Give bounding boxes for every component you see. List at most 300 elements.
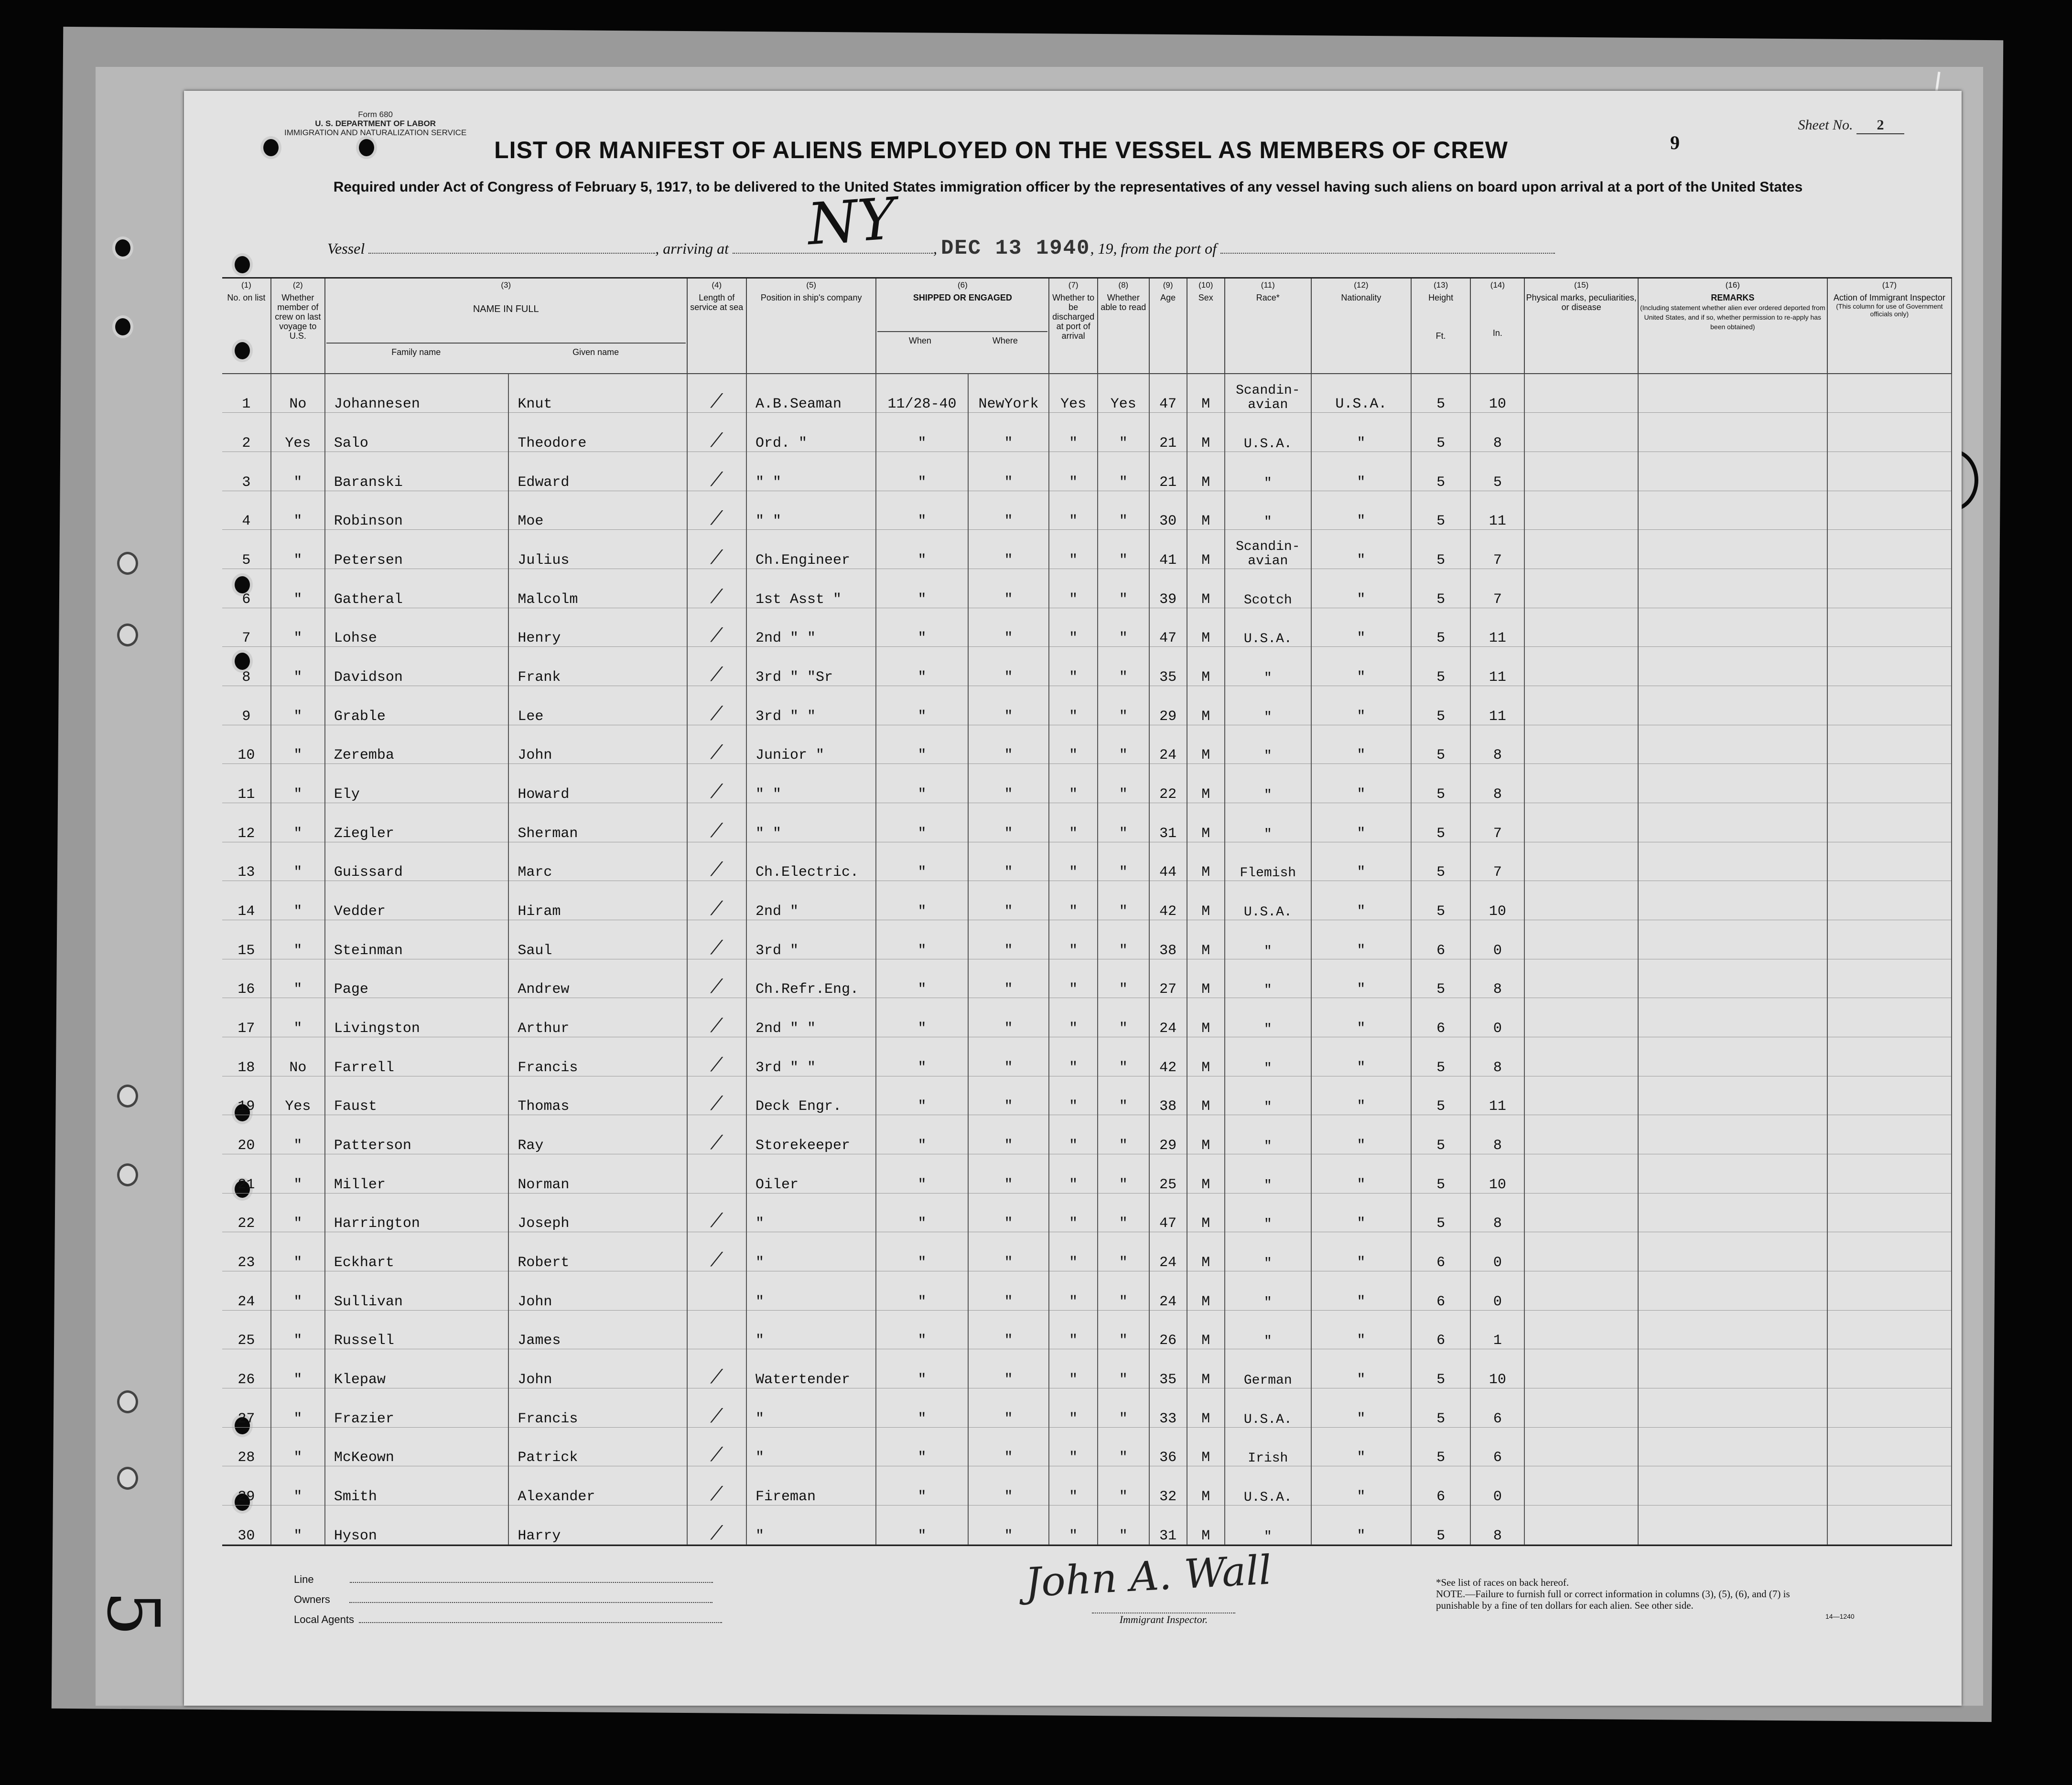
physical-marks-cell — [1524, 1310, 1638, 1349]
race-cell: " — [1225, 959, 1311, 998]
nationality-cell: " — [1311, 959, 1411, 998]
height-ft-cell: 5 — [1411, 647, 1470, 686]
shipped-when-cell: " — [876, 569, 968, 608]
service-length-tick-cell: ⁄ — [687, 491, 746, 530]
shipped-where-cell: " — [968, 413, 1049, 452]
shipped-when-cell: 11/28-40 — [876, 374, 968, 413]
able-to-read-cell: " — [1098, 608, 1149, 647]
given-name-cell: Alexander — [508, 1466, 687, 1505]
remarks-cell — [1638, 1271, 1827, 1310]
height-in-cell: 7 — [1470, 569, 1524, 608]
inspector-action-cell — [1827, 1115, 1952, 1154]
height-in-cell: 8 — [1470, 725, 1524, 764]
service-length-tick-cell: ⁄ — [687, 998, 746, 1037]
given-name-cell: Saul — [508, 920, 687, 959]
shipped-when-cell: " — [876, 1349, 968, 1388]
discharged-cell: " — [1049, 1466, 1098, 1505]
height-ft-cell: 5 — [1411, 1037, 1470, 1076]
race-cell: " — [1225, 491, 1311, 530]
height-ft-cell: 6 — [1411, 1232, 1470, 1271]
given-name-cell: Frank — [508, 647, 687, 686]
position-cell: Deck Engr. — [746, 1076, 876, 1115]
discharged-cell: " — [1049, 452, 1098, 491]
given-name-cell: Theodore — [508, 413, 687, 452]
service-length-tick-cell: ⁄ — [687, 1349, 746, 1388]
form-code: 14—1240 — [1825, 1613, 1855, 1620]
physical-marks-cell — [1524, 920, 1638, 959]
page-content — [213, 91, 1962, 1706]
able-to-read-cell: " — [1098, 1349, 1149, 1388]
margin-mark-number: 5 — [91, 1591, 174, 1636]
punch-hole — [117, 624, 138, 646]
inspector-action-cell — [1827, 842, 1952, 881]
nationality-cell: " — [1311, 1505, 1411, 1544]
physical-marks-cell — [1524, 413, 1638, 452]
discharged-cell: " — [1049, 959, 1098, 998]
height-in-cell: 0 — [1470, 1271, 1524, 1310]
age-cell: 24 — [1149, 1232, 1187, 1271]
previous-voyage-cell: " — [271, 725, 325, 764]
previous-voyage-cell: " — [271, 569, 325, 608]
discharged-cell: Yes — [1049, 374, 1098, 413]
position-cell: " — [746, 1505, 876, 1544]
race-cell: " — [1225, 1115, 1311, 1154]
age-cell: 41 — [1149, 530, 1187, 569]
given-name-cell: Norman — [508, 1154, 687, 1193]
sex-cell: M — [1187, 413, 1225, 452]
given-name-cell: Hiram — [508, 881, 687, 920]
race-cell: " — [1225, 998, 1311, 1037]
shipped-when-cell: " — [876, 491, 968, 530]
arriving-blank — [733, 241, 933, 254]
inspector-action-cell — [1827, 1427, 1952, 1466]
inspector-label: Immigrant Inspector. — [1092, 1613, 1235, 1626]
previous-voyage-cell: " — [271, 764, 325, 803]
form-identifier — [284, 110, 466, 137]
shipped-where-cell: " — [968, 608, 1049, 647]
physical-marks-cell — [1524, 1349, 1638, 1388]
height-ft-cell: 5 — [1411, 803, 1470, 842]
row-number-cell: 27 — [222, 1388, 271, 1427]
shipped-when-cell: " — [876, 1232, 968, 1271]
col-inspector-action-header: (17) Action of Immigrant Inspector (This column for use of Government officials only) — [1827, 279, 1952, 374]
nationality-cell: " — [1311, 998, 1411, 1037]
owners-blank — [349, 1602, 712, 1603]
col-height-in-header: (14) In. — [1470, 279, 1524, 374]
table-row — [222, 725, 1952, 764]
vessel-blank — [368, 241, 655, 254]
remarks-cell — [1638, 764, 1827, 803]
line-blank — [350, 1582, 713, 1583]
shipped-where-cell: " — [968, 1466, 1049, 1505]
discharged-cell: " — [1049, 1154, 1098, 1193]
service-length-tick-cell: ⁄ — [687, 1427, 746, 1466]
physical-marks-cell — [1524, 803, 1638, 842]
height-in-cell: 6 — [1470, 1427, 1524, 1466]
shipped-where-cell: " — [968, 920, 1049, 959]
position-cell: " " — [746, 764, 876, 803]
family-name-cell: Guissard — [325, 842, 509, 881]
remarks-cell — [1638, 1232, 1827, 1271]
document-title: LIST OR MANIFEST OF ALIENS EMPLOYED ON THE VESSEL AS MEMBERS OF CREW — [494, 137, 1508, 163]
previous-voyage-cell: " — [271, 1388, 325, 1427]
position-cell: Oiler — [746, 1154, 876, 1193]
row-number-cell: 22 — [222, 1193, 271, 1232]
shipped-when-cell: " — [876, 413, 968, 452]
service-length-tick-cell: ⁄ — [687, 452, 746, 491]
inspector-action-cell — [1827, 803, 1952, 842]
sex-cell: M — [1187, 920, 1225, 959]
height-ft-cell: 5 — [1411, 959, 1470, 998]
manifest-page — [184, 91, 1962, 1706]
service-length-tick-cell: ⁄ — [687, 959, 746, 998]
punch-hole — [117, 1085, 138, 1108]
able-to-read-cell: " — [1098, 569, 1149, 608]
inspector-action-cell — [1827, 764, 1952, 803]
remarks-cell — [1638, 1388, 1827, 1427]
position-cell: 3rd " — [746, 920, 876, 959]
height-ft-cell: 5 — [1411, 569, 1470, 608]
remarks-cell — [1638, 803, 1827, 842]
sex-cell: M — [1187, 725, 1225, 764]
sex-cell: M — [1187, 1466, 1225, 1505]
remarks-cell — [1638, 1076, 1827, 1115]
remarks-cell — [1638, 959, 1827, 998]
punch-hole — [112, 237, 133, 259]
port-blank — [1220, 241, 1555, 254]
position-cell: 3rd " " — [746, 686, 876, 725]
service-length-tick-cell: ⁄ — [687, 374, 746, 413]
height-ft-cell: 5 — [1411, 374, 1470, 413]
family-name-cell: Page — [325, 959, 509, 998]
service-name: IMMIGRATION AND NATURALIZATION SERVICE — [284, 128, 467, 137]
nationality-cell: " — [1311, 920, 1411, 959]
previous-voyage-cell: " — [271, 1427, 325, 1466]
physical-marks-cell — [1524, 764, 1638, 803]
shipped-where-cell: " — [968, 725, 1049, 764]
shipped-where-cell: " — [968, 1388, 1049, 1427]
service-length-tick-cell: ⁄ — [687, 647, 746, 686]
col-race-header: (11) Race* — [1225, 279, 1311, 374]
given-name-cell: Henry — [508, 608, 687, 647]
discharged-cell: " — [1049, 920, 1098, 959]
age-cell: 22 — [1149, 764, 1187, 803]
able-to-read-cell: " — [1098, 1154, 1149, 1193]
physical-marks-cell — [1524, 725, 1638, 764]
previous-voyage-cell: " — [271, 491, 325, 530]
able-to-read-cell: " — [1098, 1115, 1149, 1154]
height-in-cell: 8 — [1470, 413, 1524, 452]
sex-cell: M — [1187, 1310, 1225, 1349]
table-row — [222, 491, 1952, 530]
previous-voyage-cell: " — [271, 803, 325, 842]
discharged-cell: " — [1049, 1427, 1098, 1466]
row-number-cell: 14 — [222, 881, 271, 920]
height-in-cell: 8 — [1470, 1037, 1524, 1076]
previous-voyage-cell: " — [271, 1154, 325, 1193]
crew-table — [222, 279, 1952, 1545]
height-ft-cell: 6 — [1411, 1271, 1470, 1310]
age-cell: 31 — [1149, 1505, 1187, 1544]
shipped-when-cell: " — [876, 452, 968, 491]
nationality-cell: " — [1311, 1466, 1411, 1505]
height-in-cell: 10 — [1470, 881, 1524, 920]
service-length-tick-cell: ⁄ — [687, 686, 746, 725]
remarks-cell — [1638, 647, 1827, 686]
sex-cell: M — [1187, 1076, 1225, 1115]
shipped-where-cell: " — [968, 491, 1049, 530]
shipped-where-cell: " — [968, 647, 1049, 686]
sex-cell: M — [1187, 1505, 1225, 1544]
shipped-where-cell: " — [968, 1037, 1049, 1076]
physical-marks-cell — [1524, 1037, 1638, 1076]
nationality-cell: " — [1311, 1076, 1411, 1115]
sex-cell: M — [1187, 491, 1225, 530]
race-cell: " — [1225, 1505, 1311, 1544]
given-name-cell: Howard — [508, 764, 687, 803]
height-in-cell: 8 — [1470, 764, 1524, 803]
given-name-cell: Harry — [508, 1505, 687, 1544]
remarks-cell — [1638, 1310, 1827, 1349]
physical-marks-cell — [1524, 530, 1638, 569]
given-name-cell: Patrick — [508, 1427, 687, 1466]
inspector-action-cell — [1827, 413, 1952, 452]
shipped-when-cell: " — [876, 1505, 968, 1544]
age-cell: 35 — [1149, 1349, 1187, 1388]
department-name: U. S. DEPARTMENT OF LABOR — [315, 119, 436, 128]
inspector-action-cell — [1827, 1310, 1952, 1349]
nationality-cell: " — [1311, 803, 1411, 842]
position-cell: Ch.Engineer — [746, 530, 876, 569]
shipped-when-cell: " — [876, 998, 968, 1037]
row-number-cell: 30 — [222, 1505, 271, 1544]
service-length-tick-cell — [687, 1310, 746, 1349]
able-to-read-cell: " — [1098, 1232, 1149, 1271]
height-ft-cell: 5 — [1411, 686, 1470, 725]
able-to-read-cell: " — [1098, 413, 1149, 452]
race-cell: " — [1225, 686, 1311, 725]
previous-voyage-cell: " — [271, 1115, 325, 1154]
row-number-cell: 8 — [222, 647, 271, 686]
row-number-cell: 26 — [222, 1349, 271, 1388]
sex-cell: M — [1187, 1349, 1225, 1388]
discharged-cell: " — [1049, 530, 1098, 569]
family-name-cell: Eckhart — [325, 1232, 509, 1271]
previous-voyage-cell: " — [271, 1349, 325, 1388]
race-cell: Scandin-avian — [1225, 374, 1311, 413]
service-length-tick-cell: ⁄ — [687, 569, 746, 608]
height-ft-cell: 5 — [1411, 881, 1470, 920]
shipped-when-cell: " — [876, 1271, 968, 1310]
table-row — [222, 530, 1952, 569]
race-cell: " — [1225, 725, 1311, 764]
nationality-cell: " — [1311, 1115, 1411, 1154]
sex-cell: M — [1187, 374, 1225, 413]
height-in-cell: 8 — [1470, 959, 1524, 998]
row-number-cell: 3 — [222, 452, 271, 491]
nationality-cell: " — [1311, 1349, 1411, 1388]
punch-hole — [117, 552, 138, 575]
sex-cell: M — [1187, 1115, 1225, 1154]
age-cell: 47 — [1149, 608, 1187, 647]
remarks-cell — [1638, 998, 1827, 1037]
remarks-cell — [1638, 1037, 1827, 1076]
discharged-cell: " — [1049, 764, 1098, 803]
table-row — [222, 1466, 1952, 1505]
discharged-cell: " — [1049, 803, 1098, 842]
given-name-cell: Lee — [508, 686, 687, 725]
position-cell: 2nd " " — [746, 998, 876, 1037]
height-ft-cell: 5 — [1411, 452, 1470, 491]
family-name-cell: Ziegler — [325, 803, 509, 842]
arrival-port-handwriting: NY — [805, 185, 898, 258]
discharged-cell: " — [1049, 569, 1098, 608]
height-ft-cell: 5 — [1411, 608, 1470, 647]
table-row — [222, 1193, 1952, 1232]
shipped-when-cell: " — [876, 530, 968, 569]
able-to-read-cell: " — [1098, 803, 1149, 842]
row-number-cell: 12 — [222, 803, 271, 842]
family-name-cell: Vedder — [325, 881, 509, 920]
inspector-action-cell — [1827, 569, 1952, 608]
remarks-cell — [1638, 1505, 1827, 1544]
discharged-cell: " — [1049, 725, 1098, 764]
height-ft-cell: 5 — [1411, 413, 1470, 452]
inspector-action-cell — [1827, 491, 1952, 530]
remarks-cell — [1638, 1349, 1827, 1388]
previous-voyage-cell: " — [271, 881, 325, 920]
remarks-cell — [1638, 452, 1827, 491]
remarks-cell — [1638, 413, 1827, 452]
height-ft-cell: 5 — [1411, 491, 1470, 530]
col-height-ft-header: (13) Height Ft. — [1411, 279, 1470, 374]
sex-cell: M — [1187, 803, 1225, 842]
physical-marks-cell — [1524, 1466, 1638, 1505]
service-length-tick-cell: ⁄ — [687, 608, 746, 647]
footer-note — [1436, 1577, 1809, 1611]
shipped-when-cell: " — [876, 803, 968, 842]
shipped-when-cell: " — [876, 647, 968, 686]
height-in-cell: 8 — [1470, 1505, 1524, 1544]
able-to-read-cell: " — [1098, 452, 1149, 491]
vessel-label: Vessel — [327, 240, 365, 257]
able-to-read-cell: " — [1098, 1427, 1149, 1466]
race-cell: U.S.A. — [1225, 413, 1311, 452]
physical-marks-cell — [1524, 959, 1638, 998]
footer-fields — [294, 1570, 722, 1630]
row-number-cell: 1 — [222, 374, 271, 413]
able-to-read-cell: " — [1098, 881, 1149, 920]
shipped-when-header: When — [908, 336, 931, 345]
height-ft-cell: 5 — [1411, 1115, 1470, 1154]
height-in-cell: 0 — [1470, 998, 1524, 1037]
inspector-action-cell — [1827, 374, 1952, 413]
given-name-header: Given name — [572, 347, 619, 357]
position-cell: " — [746, 1427, 876, 1466]
previous-voyage-cell: No — [271, 1037, 325, 1076]
height-in-cell: 11 — [1470, 608, 1524, 647]
shipped-when-cell: " — [876, 1310, 968, 1349]
sex-cell: M — [1187, 608, 1225, 647]
family-name-cell: Smith — [325, 1466, 509, 1505]
able-to-read-cell: " — [1098, 1310, 1149, 1349]
family-name-cell: McKeown — [325, 1427, 509, 1466]
family-name-cell: Russell — [325, 1310, 509, 1349]
sex-cell: M — [1187, 1037, 1225, 1076]
family-name-cell: Sullivan — [325, 1271, 509, 1310]
punch-hole — [117, 1163, 138, 1186]
given-name-cell: Moe — [508, 491, 687, 530]
family-name-cell: Livingston — [325, 998, 509, 1037]
table-row — [222, 842, 1952, 881]
inspector-action-cell — [1827, 881, 1952, 920]
col-service-length-header: (4) Length of service at sea — [687, 279, 746, 374]
table-row — [222, 998, 1952, 1037]
shipped-when-cell: " — [876, 842, 968, 881]
race-cell: " — [1225, 920, 1311, 959]
service-length-tick-cell: ⁄ — [687, 1193, 746, 1232]
previous-voyage-cell: " — [271, 452, 325, 491]
given-name-cell: Julius — [508, 530, 687, 569]
family-name-cell: Patterson — [325, 1115, 509, 1154]
family-name-cell: Hyson — [325, 1505, 509, 1544]
age-cell: 39 — [1149, 569, 1187, 608]
remarks-cell — [1638, 491, 1827, 530]
race-cell: U.S.A. — [1225, 1388, 1311, 1427]
height-ft-cell: 5 — [1411, 764, 1470, 803]
row-number-cell: 5 — [222, 530, 271, 569]
position-cell: " — [746, 1271, 876, 1310]
position-cell: 3rd " "Sr — [746, 647, 876, 686]
height-in-cell: 7 — [1470, 530, 1524, 569]
row-number-cell: 9 — [222, 686, 271, 725]
sex-cell: M — [1187, 530, 1225, 569]
able-to-read-cell: " — [1098, 1076, 1149, 1115]
height-in-cell: 1 — [1470, 1310, 1524, 1349]
service-length-tick-cell: ⁄ — [687, 1037, 746, 1076]
table-row — [222, 1349, 1952, 1388]
nationality-cell: " — [1311, 1388, 1411, 1427]
service-length-tick-cell — [687, 1271, 746, 1310]
remarks-cell — [1638, 686, 1827, 725]
height-in-cell: 0 — [1470, 920, 1524, 959]
family-name-cell: Zeremba — [325, 725, 509, 764]
height-in-cell: 10 — [1470, 1349, 1524, 1388]
physical-marks-cell — [1524, 686, 1638, 725]
position-cell: " — [746, 1232, 876, 1271]
owners-label: Owners — [294, 1593, 330, 1605]
family-name-cell: Steinman — [325, 920, 509, 959]
table-row — [222, 1388, 1952, 1427]
inspector-action-cell — [1827, 452, 1952, 491]
height-ft-cell: 5 — [1411, 1076, 1470, 1115]
shipped-where-cell: " — [968, 1154, 1049, 1193]
discharged-cell: " — [1049, 1232, 1098, 1271]
physical-marks-cell — [1524, 452, 1638, 491]
position-cell: Ch.Electric. — [746, 842, 876, 881]
previous-voyage-cell: " — [271, 842, 325, 881]
nationality-cell: " — [1311, 491, 1411, 530]
year-label: 19 — [1098, 240, 1113, 257]
shipped-where-cell: " — [968, 803, 1049, 842]
family-name-header: Family name — [391, 347, 441, 357]
age-cell: 36 — [1149, 1427, 1187, 1466]
height-in-cell: 11 — [1470, 491, 1524, 530]
race-cell: " — [1225, 1232, 1311, 1271]
sex-cell: M — [1187, 764, 1225, 803]
physical-marks-cell — [1524, 881, 1638, 920]
service-length-tick-cell: ⁄ — [687, 881, 746, 920]
